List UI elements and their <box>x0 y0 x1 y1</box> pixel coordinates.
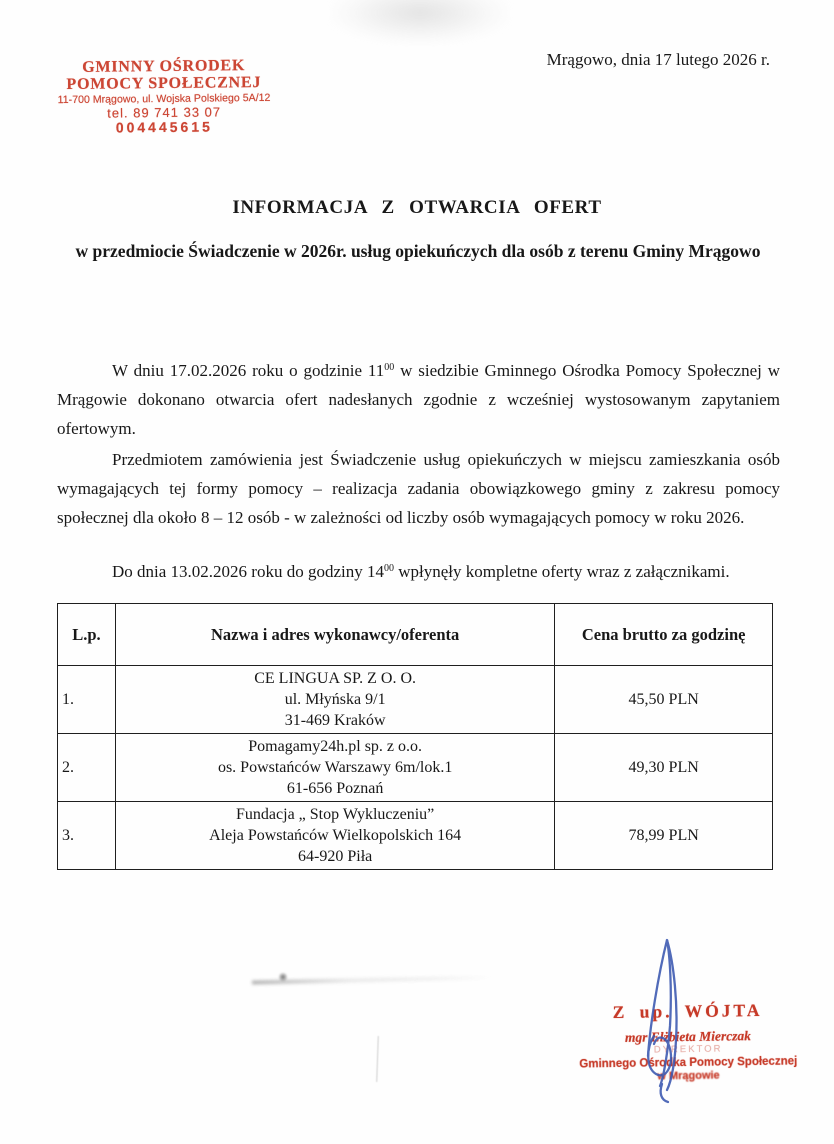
stamp-authority-line: Z up. WÓJTA <box>612 999 763 1023</box>
stamp-org-location: w Mrągowie <box>657 1069 720 1083</box>
header-price: Cena brutto za godzinę <box>555 604 773 666</box>
header-name: Nazwa i adres wykonawcy/oferenta <box>115 604 554 666</box>
row2-contractor <box>115 734 554 802</box>
row3-contractor <box>115 802 554 870</box>
scan-dot-artifact <box>278 972 288 982</box>
table-row <box>58 734 773 802</box>
office-ink-stamp <box>55 57 274 136</box>
paragraph-opening-info <box>57 356 780 443</box>
row2-name: Pomagamy24h.pl sp. z o.o. <box>248 738 423 755</box>
row3-price: 78,99 PLN <box>555 802 773 870</box>
document-title: INFORMACJA Z OTWARCIA OFERT <box>232 197 602 218</box>
paragraph-deadline <box>57 557 780 586</box>
table-header-row <box>58 604 773 666</box>
stamp-address: 11-700 Mrągowo, ul. Wojska Polskiego 5A/12 <box>57 91 271 107</box>
row3-name: Fundacja „ Stop Wykluczeniu” <box>236 806 435 823</box>
stamp-org-line2: POMOCY SPOŁECZNEJ <box>66 73 262 94</box>
stamp-signer-title: DYREKTOR <box>653 1043 723 1056</box>
row2-city: 61-656 Poznań <box>286 780 384 797</box>
stamp-org-line1: GMINNY OŚRODEK <box>82 57 246 76</box>
paragraph-subject: Przedmiotem zamówienia jest Świadczenie usług opiekuńczych w miejscu zamieszkania osób wymagających tej formy pomocy – realizacja zadania obowiązkowego gminy z zakresu pomocy społecznej dla około 8 – 12 osób - w zależności od liczby osób wymagających pomocy w roku 2026. <box>57 450 780 527</box>
row3-lp: 3. <box>58 802 116 870</box>
scan-hairline-artifact <box>376 1036 379 1082</box>
row1-name: CE LINGUA SP. Z O. O. <box>254 670 417 687</box>
scan-smudge-artifact <box>330 0 510 44</box>
row3-city: 64-920 Piła <box>298 848 373 865</box>
document-date-line: Mrągowo, dnia 17 lutego 2026 r. <box>546 50 770 69</box>
table-row <box>58 802 773 870</box>
p3-text-before: Do dnia 13.02.2026 roku do godziny 14 <box>112 562 384 581</box>
row2-lp: 2. <box>58 734 116 802</box>
p1-text-before: W dniu 17.02.2026 roku o godzinie 11 <box>112 361 385 380</box>
row2-price: 49,30 PLN <box>555 734 773 802</box>
p3-text-after: wpłynęły kompletne oferty wraz z załącznikami. <box>393 562 730 581</box>
handwritten-signature <box>634 934 704 1106</box>
row1-city: 31-469 Kraków <box>284 712 386 729</box>
table-row <box>58 666 773 734</box>
stamp-phone: tel. 89 741 33 07 <box>107 104 222 121</box>
row1-contractor <box>115 666 554 734</box>
p3-superscript: 00 <box>383 563 394 574</box>
row1-lp: 1. <box>58 666 116 734</box>
stamp-org-name: Gminnego Ośrodka Pomocy Społecznej <box>579 1055 798 1071</box>
document-subtitle: w przedmiocie Świadczenie w 2026r. usług opiekuńczych dla osób z terenu Gminy Mrągowo <box>75 241 761 261</box>
stamp-regon-number: 004445615 <box>115 118 213 136</box>
row3-address: Aleja Powstańców Wielkopolskich 164 <box>209 827 462 844</box>
row2-address: os. Powstańców Warszawy 6m/lok.1 <box>217 759 453 776</box>
stamp-signer-name: mgr Elżbieta Mierczak <box>624 1028 752 1045</box>
header-lp: L.p. <box>58 604 116 666</box>
row1-address: ul. Młyńska 9/1 <box>284 691 386 708</box>
row1-price: 45,50 PLN <box>555 666 773 734</box>
p1-superscript: 00 <box>384 362 395 373</box>
offers-table <box>57 603 773 870</box>
p1-text-after: w siedzibie Gminnego Ośrodka Pomocy Społecznej w Mrągowie dokonano otwarcia ofert nadesłanych zgodnie z wcześniej wystosowanym zapytaniem ofertowym. <box>57 361 780 438</box>
